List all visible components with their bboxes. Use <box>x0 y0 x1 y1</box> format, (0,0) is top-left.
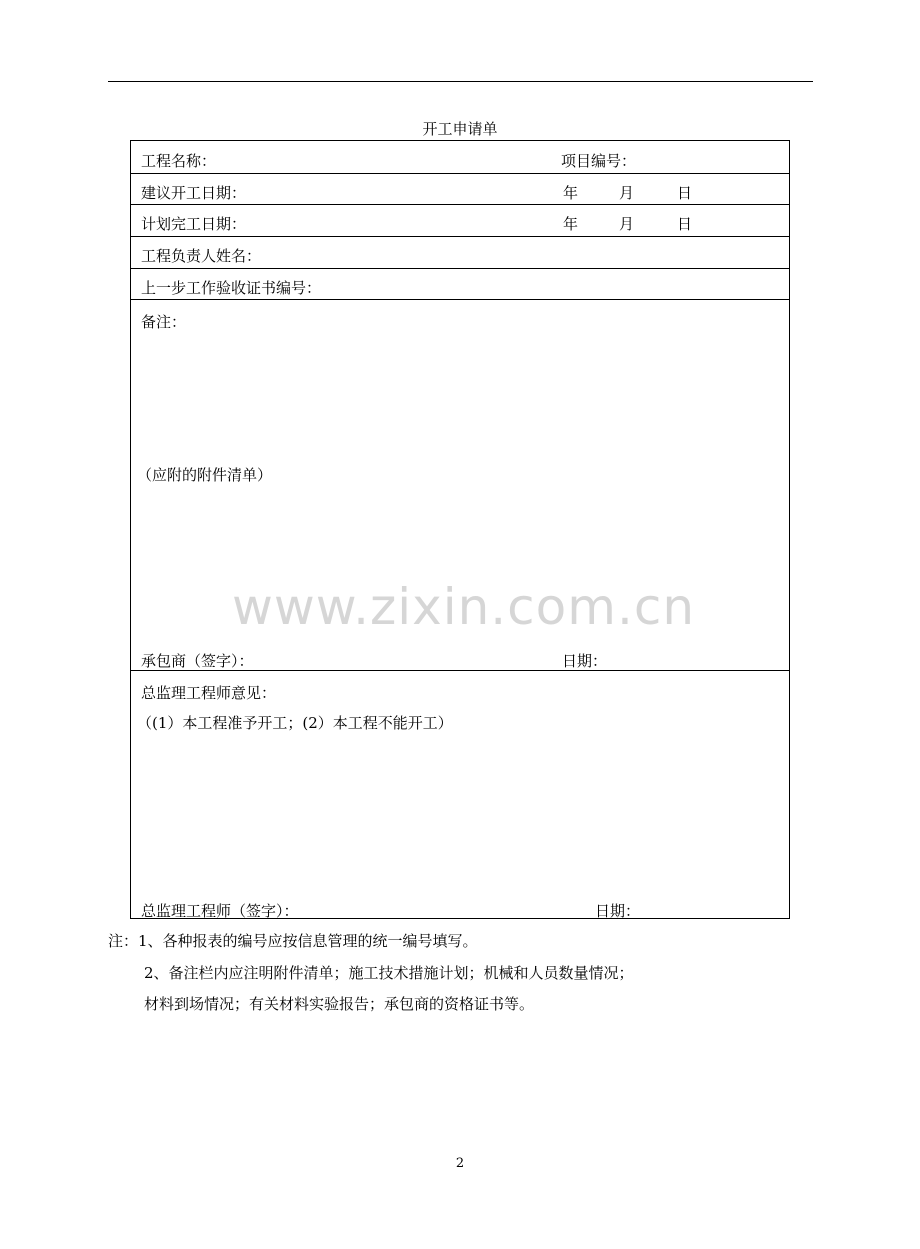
row-chief-opinion <box>131 670 789 918</box>
planned-finish-month: 月 <box>619 215 635 233</box>
row-prev-cert <box>131 268 789 300</box>
planned-finish-year: 年 <box>563 215 579 233</box>
chief-sign-label: 总监理工程师（签字）： <box>141 902 299 920</box>
proposed-start-day: 日 <box>677 184 693 202</box>
note-line-2: 2、备注栏内应注明附件清单；施工技术措施计划；机械和人员数量情况； <box>144 964 634 982</box>
chief-date-label: 日期： <box>595 902 641 920</box>
planned-finish-day: 日 <box>677 215 693 233</box>
contractor-sign-label: 承包商（签字）： <box>141 652 254 670</box>
contractor-date-label: 日期： <box>562 652 608 670</box>
row-proposed-start <box>131 173 789 205</box>
project-name-label: 工程名称： <box>141 152 217 170</box>
chief-options: （(1）本工程准予开工；(2）本工程不能开工） <box>137 714 453 732</box>
row-project-name <box>131 141 789 174</box>
leader-label: 工程负责人姓名： <box>141 247 262 265</box>
attachments-hint: （应附的附件清单） <box>137 466 273 484</box>
proposed-start-year: 年 <box>563 184 579 202</box>
remarks-label: 备注： <box>141 313 187 331</box>
note-line-3: 材料到场情况；有关材料实验报告；承包商的资格证书等。 <box>144 995 535 1013</box>
prev-cert-label: 上一步工作验收证书编号： <box>141 279 322 297</box>
row-leader <box>131 236 789 269</box>
chief-opinion-label: 总监理工程师意见： <box>141 684 277 702</box>
project-no-label: 项目编号： <box>561 152 637 170</box>
header-rule <box>108 81 813 82</box>
row-planned-finish <box>131 204 789 237</box>
proposed-start-month: 月 <box>619 184 635 202</box>
planned-finish-label: 计划完工日期： <box>141 215 247 233</box>
watermark: www.zixin.com.cn <box>232 578 696 636</box>
proposed-start-label: 建议开工日期： <box>141 184 247 202</box>
form-title: 开工申请单 <box>422 120 498 138</box>
note-line-1: 注：1、各种报表的编号应按信息管理的统一编号填写。 <box>108 932 478 950</box>
page-number: 2 <box>455 1156 465 1171</box>
start-application-form <box>130 140 790 919</box>
